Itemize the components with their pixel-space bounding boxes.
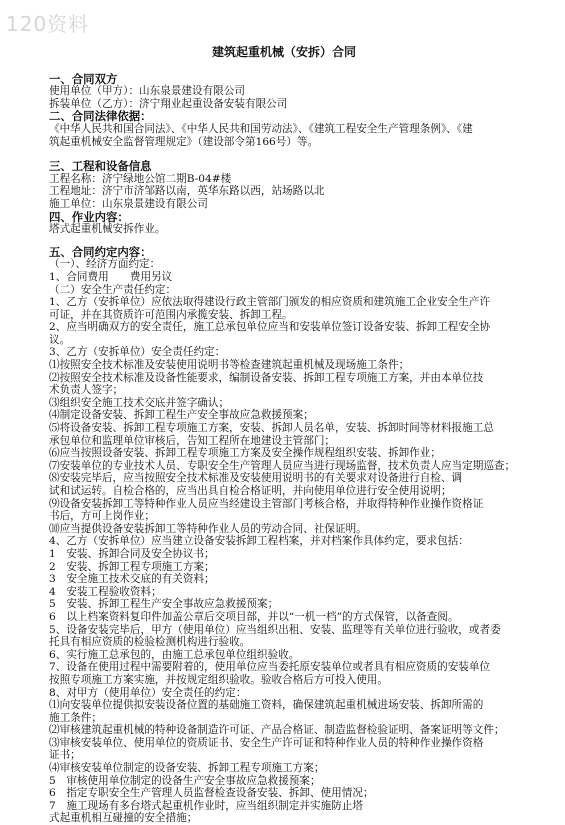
paragraph-line: 筑起重机械安全监督管理规定》（建设部令第166号）等。 bbox=[49, 135, 319, 148]
paragraph-line: 拆装单位（乙方）：济宁翔业起重设备安装有限公司 bbox=[49, 97, 288, 110]
paragraph-line: 6、实行施工总承包的，由施工总承包单位组织验收。 bbox=[49, 648, 300, 661]
section-heading: 五、合同约定内容： bbox=[49, 244, 152, 259]
paragraph-line: 《中华人民共和国合同法》、《中华人民共和国劳动法》、《建筑工程安全生产管理条例》、《建 bbox=[49, 122, 473, 135]
paragraph-line: 1、合同费用 费用另议 bbox=[49, 270, 173, 283]
paragraph-line: 5 审核使用单位制定的设备生产安全事故应急救援预案； bbox=[49, 774, 321, 787]
paragraph-line: 术负责人签字； bbox=[49, 384, 124, 397]
paragraph-line: 4 安装工程验收资料； bbox=[49, 585, 162, 598]
paragraph-line: ⑴向安装单位提供拟安装设备位置的基础施工资料，确保建筑起重机械进场安装、拆卸所需的 bbox=[49, 699, 484, 712]
document-title: 建筑起重机械（安拆）合同 bbox=[211, 45, 356, 59]
terms-body bbox=[49, 258, 519, 825]
paragraph-line: 3、乙方（安拆单位）安全责任约定： bbox=[49, 346, 226, 359]
paragraph-line: ⑻安装完毕后，应当按照安全技术标准及安装使用说明书的有关要求对设备进行自检、调 bbox=[49, 472, 463, 485]
section-project-info bbox=[49, 160, 519, 210]
paragraph-line: ⑶审核安装单位、使用单位的资质证书、安全生产许可证和特种作业人员的特种作业操作资格 bbox=[49, 736, 484, 749]
paragraph-line: 2 安装、拆卸工程专项施工方案； bbox=[49, 560, 215, 573]
paragraph-line: 6 以上档案资料复印件加盖公章后交项目部，并以“一机一档”的方式保管，以备查阅。 bbox=[49, 610, 459, 623]
paragraph-line: ⑸将设备安装、拆卸工程专项施工方案，安装、拆卸人员名单，安装、拆卸时间等材料报施工总 bbox=[49, 422, 494, 435]
paragraph-line: 工程名称：济宁绿地公馆二期B-04#楼 bbox=[49, 172, 232, 185]
paragraph-line: ⑼设备安装拆卸工等特种作业人员应当经建设主管部门考核合格，并取得特种作业操作资格证 bbox=[49, 497, 484, 510]
paragraph-line: ⑹应当按照设备安装、拆卸工程专项施工方案及安全操作规程组织安装、拆卸作业； bbox=[49, 447, 441, 460]
paragraph-line: 7、设备在使用过程中需要附着的，使用单位应当委托原安装单位或者具有相应资质的安装单位 bbox=[49, 661, 491, 674]
paragraph-line: 按照专项施工方案实施，并按规定组织验收。验收合格后方可投入使用。 bbox=[49, 673, 388, 686]
section-heading: 一、合同双方 bbox=[49, 71, 118, 86]
section-legal-basis bbox=[49, 110, 519, 148]
paragraph-line: 托具有相应资质的检验检测机构进行验收。 bbox=[49, 636, 251, 649]
paragraph-line: 8、对甲方（使用单位）安全责任的约定： bbox=[49, 686, 247, 699]
paragraph-line: 6 指定专职安全生产管理人员监督检查设备安装、拆卸、使用情况； bbox=[49, 787, 374, 800]
section-agreement-terms bbox=[49, 246, 519, 825]
paragraph-line: 1 安装、拆卸合同及安全协议书； bbox=[49, 547, 215, 560]
paragraph-line: 式起重机相互碰撞的安全措施； bbox=[49, 812, 198, 825]
paragraph-line: 承包单位和监理单位审核后，告知工程所在地建设主管部门； bbox=[49, 434, 336, 447]
paragraph-line: ⑽应当提供设备安装拆卸工等特种作业人员的劳动合同、社保证明。 bbox=[49, 522, 367, 535]
paragraph-line: 施工条件； bbox=[49, 711, 102, 724]
paragraph-line: 1、乙方（安拆单位）应依法取得建设行政主管部门颁发的相应资质和建筑施工企业安全生产许 bbox=[49, 296, 491, 309]
paragraph-line: ⑵审核建筑起重机械的特种设备制造许可证、产品合格证、制造监督检验证明、备案证明等文件； bbox=[49, 724, 505, 737]
paragraph-line: 2、应当明确双方的安全责任，施工总承包单位应当和安装单位签订设备安装、拆卸工程安全协 bbox=[49, 321, 491, 334]
paragraph-line: ⑺安装单位的专业技术人员、专职安全生产管理人员应当进行现场监督，技术负责人应当定期巡查； bbox=[49, 459, 516, 472]
section-work-content bbox=[49, 211, 519, 236]
section-heading: 二、合同法律依据： bbox=[49, 109, 152, 124]
paragraph-line: ⑴按照安全技术标准及安装使用说明书等检查建筑起重机械及现场施工条件； bbox=[49, 359, 410, 372]
section-heading: 三、工程和设备信息 bbox=[49, 159, 152, 174]
paragraph-line: 5 安装、拆卸工程生产安全事故应急救援预案； bbox=[49, 598, 279, 611]
paragraph-line: 塔式起重机械安拆作业。 bbox=[49, 223, 166, 236]
watermark-logo: 120资料 bbox=[6, 12, 90, 36]
paragraph-line: 试和试运转。自检合格的，应当出具自检合格证明，并向使用单位进行安全使用说明； bbox=[49, 485, 452, 497]
paragraph-line: 议。 bbox=[49, 333, 71, 346]
paragraph-line: 7 施工现场有多台塔式起重机作业时，应当组织制定并实施防止塔 bbox=[49, 799, 363, 812]
paragraph-line: 可证，并在其资质许可范围内承揽安装、拆卸工程。 bbox=[49, 308, 293, 321]
contract-document bbox=[49, 44, 519, 825]
paragraph-line: 5、设备安装完毕后，甲方（使用单位）应当组织出租、安装、监理等有关单位进行验收，或者委 bbox=[49, 623, 501, 636]
paragraph-line: 工程地址：济宁市济邹路以南，英华东路以西，站场路以北 bbox=[49, 185, 325, 198]
section-parties bbox=[49, 73, 519, 111]
paragraph-line: ⑷制定设备安装、拆卸工程生产安全事故应急救援预案； bbox=[49, 409, 314, 422]
section-heading: 四、作业内容： bbox=[49, 209, 129, 224]
paragraph-line: 使用单位（甲方）：山东泉景建设有限公司 bbox=[49, 85, 245, 98]
paragraph-line: ⑵按照安全技术标准及设备性能要求，编制设备安装、拆卸工程专项施工方案，并由本单位技 bbox=[49, 371, 484, 384]
paragraph-line: ⑶组织安全施工技术交底并签字确认； bbox=[49, 396, 230, 409]
paragraph-line: 3 安全施工技术交底的有关资料； bbox=[49, 573, 215, 586]
paragraph-line: 4、乙方（安拆单位）应当建立设备安装拆卸工程档案，并对档案作具体约定，要求包括： bbox=[49, 535, 469, 548]
paragraph-line: 证书； bbox=[49, 749, 81, 762]
paragraph-line: （二）安全生产责任约定： bbox=[49, 283, 177, 296]
paragraph-line: 书后，方可上岗作业； bbox=[49, 510, 155, 523]
paragraph-line: （一）、经济方面约定： bbox=[49, 258, 161, 271]
paragraph-line: ⑷审核安装单位制定的设备安装、拆卸工程专项施工方案； bbox=[49, 762, 325, 775]
paragraph-line: 施工单位：山东泉景建设有限公司 bbox=[49, 197, 208, 210]
